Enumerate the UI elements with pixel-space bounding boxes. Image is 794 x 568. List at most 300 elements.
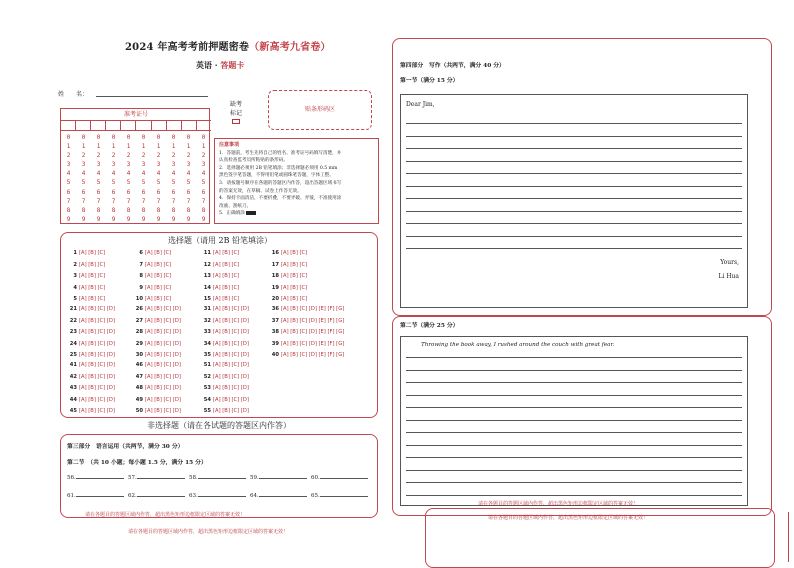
blank-line[interactable] bbox=[76, 496, 124, 497]
choice-question[interactable] bbox=[67, 273, 105, 279]
question-number: 22 bbox=[69, 317, 77, 324]
part3-warning: 请在各题目的答题区域内作答，超出黑色矩形边框限定区域的答案无效！ bbox=[85, 512, 246, 518]
answer-options[interactable]: [A] [B] [C] [D] bbox=[145, 352, 181, 358]
subtitle-tag: 答题卡 bbox=[220, 60, 245, 70]
choice-question[interactable] bbox=[133, 306, 181, 312]
choice-question[interactable] bbox=[269, 352, 344, 358]
choice-question[interactable] bbox=[269, 250, 307, 256]
answer-options[interactable]: [A] [B] [C] [D] bbox=[79, 352, 115, 358]
digit-bubble[interactable]: 5 bbox=[111, 179, 116, 187]
answer-options[interactable]: [A] [B] [C] [D] bbox=[213, 317, 249, 324]
choice-question[interactable] bbox=[133, 250, 171, 256]
digit-bubble[interactable]: 0 bbox=[126, 134, 131, 141]
blank-line[interactable] bbox=[198, 496, 246, 497]
choice-question[interactable] bbox=[67, 306, 115, 312]
answer-options[interactable]: [A] [B] [C] bbox=[79, 284, 106, 291]
writing-line[interactable] bbox=[406, 395, 742, 396]
answer-options[interactable]: [A] [B] [C] [D] [E] [F] [G] bbox=[281, 340, 345, 347]
digit-bubble[interactable]: 4 bbox=[66, 170, 71, 178]
question-number: 26 bbox=[135, 306, 143, 312]
digit-bubble[interactable]: 5 bbox=[201, 179, 206, 187]
answer-options[interactable]: [A] [B] [C] [D] bbox=[145, 385, 181, 391]
question-number: 2 bbox=[73, 261, 77, 268]
writing-line[interactable] bbox=[406, 432, 742, 433]
answer-options[interactable]: [A] [B] [C] [D] bbox=[145, 329, 181, 335]
digit-bubble[interactable]: 5 bbox=[156, 179, 161, 187]
answer-options[interactable]: [A] [B] [C] [D] bbox=[79, 373, 115, 380]
answer-options[interactable]: [A] [B] [C] bbox=[281, 261, 308, 268]
digit-bubble[interactable]: 0 bbox=[81, 134, 86, 141]
digit-bubble[interactable]: 0 bbox=[141, 134, 146, 141]
essay-2-area[interactable] bbox=[400, 336, 748, 506]
blank-answer[interactable] bbox=[311, 475, 368, 481]
choice-question[interactable] bbox=[133, 285, 171, 291]
choice-question[interactable] bbox=[201, 262, 239, 268]
digit-column[interactable] bbox=[196, 133, 211, 224]
digit-bubble[interactable]: 1 bbox=[111, 143, 116, 151]
closing: Yours, bbox=[720, 259, 739, 266]
question-number: 55 bbox=[203, 408, 211, 414]
blank-answer[interactable] bbox=[189, 475, 246, 481]
digit-bubble[interactable]: 5 bbox=[126, 179, 131, 187]
digit-bubble[interactable]: 0 bbox=[66, 134, 71, 141]
digit-bubble[interactable]: 1 bbox=[171, 143, 176, 151]
writing-line[interactable] bbox=[406, 236, 742, 237]
digit-bubble[interactable]: 3 bbox=[81, 161, 86, 169]
blank-number: 56. bbox=[67, 475, 76, 481]
answer-options[interactable]: [A] [B] [C] [D] bbox=[79, 396, 115, 403]
digit-bubble[interactable]: 4 bbox=[111, 170, 116, 178]
writing-line[interactable] bbox=[406, 420, 742, 421]
choice-question[interactable] bbox=[269, 306, 344, 312]
digit-bubble[interactable]: 3 bbox=[171, 161, 176, 169]
digit-bubble[interactable]: 5 bbox=[141, 179, 146, 187]
digit-bubble[interactable]: 8 bbox=[126, 206, 131, 214]
digit-bubble[interactable]: 4 bbox=[186, 170, 191, 178]
writing-line[interactable] bbox=[406, 357, 742, 358]
answer-options[interactable]: [A] [B] [C] bbox=[79, 296, 106, 302]
digit-bubble[interactable]: 6 bbox=[81, 188, 86, 196]
answer-options[interactable]: [A] [B] [C] bbox=[213, 261, 240, 268]
choice-question[interactable] bbox=[269, 318, 344, 324]
choice-question[interactable] bbox=[269, 262, 307, 268]
blank-answer[interactable] bbox=[128, 493, 185, 499]
choice-question[interactable] bbox=[133, 385, 181, 391]
writing-line[interactable] bbox=[406, 457, 742, 458]
answer-options[interactable]: [A] [B] [C] [D] bbox=[145, 408, 181, 414]
answer-options[interactable]: [A] [B] [C] [D] bbox=[145, 373, 181, 380]
answer-options[interactable]: [A] [B] [C] bbox=[145, 250, 172, 256]
absent-mark[interactable] bbox=[230, 100, 242, 127]
digit-bubble[interactable]: 7 bbox=[126, 197, 131, 205]
digit-bubble[interactable]: 1 bbox=[156, 143, 161, 151]
blank-answer[interactable] bbox=[128, 475, 185, 481]
blank-answer[interactable] bbox=[250, 493, 307, 499]
salutation: Dear Jim, bbox=[406, 101, 435, 108]
digit-column[interactable] bbox=[136, 133, 151, 224]
answer-options[interactable]: [A] [B] [C] bbox=[281, 284, 308, 291]
choice-question[interactable] bbox=[201, 352, 249, 358]
digit-bubble[interactable]: 4 bbox=[96, 170, 101, 178]
digit-bubble[interactable]: 3 bbox=[126, 161, 131, 169]
digit-bubble[interactable]: 9 bbox=[201, 215, 206, 223]
question-number: 29 bbox=[135, 340, 143, 347]
choice-question[interactable] bbox=[269, 285, 307, 291]
answer-options[interactable]: [A] [B] [C] [D] bbox=[213, 408, 249, 414]
blank-number: 63. bbox=[189, 493, 198, 499]
part3-box bbox=[60, 434, 378, 518]
writing-line[interactable] bbox=[406, 198, 742, 199]
digit-bubble[interactable]: 7 bbox=[201, 197, 206, 205]
digit-bubble[interactable]: 2 bbox=[66, 152, 71, 160]
choice-question[interactable] bbox=[67, 385, 115, 391]
writing-line[interactable] bbox=[406, 248, 742, 249]
digit-bubble[interactable]: 8 bbox=[156, 206, 161, 214]
digit-bubble[interactable]: 8 bbox=[186, 206, 191, 214]
choice-question[interactable] bbox=[133, 318, 181, 324]
question-number: 38 bbox=[271, 329, 279, 335]
choice-question[interactable] bbox=[201, 385, 249, 391]
answer-options[interactable]: [A] [B] [C] [D] [E] [F] [G] bbox=[281, 329, 345, 335]
choice-question[interactable] bbox=[201, 273, 239, 279]
digit-bubble[interactable]: 9 bbox=[126, 215, 131, 223]
digit-bubble[interactable]: 0 bbox=[201, 134, 206, 141]
blank-line[interactable] bbox=[137, 478, 185, 479]
digit-bubble[interactable]: 8 bbox=[111, 206, 116, 214]
digit-column[interactable] bbox=[151, 133, 166, 224]
digit-bubble[interactable]: 4 bbox=[156, 170, 161, 178]
choice-question[interactable] bbox=[201, 397, 249, 403]
exam-number-label: 准考证号 bbox=[61, 109, 211, 121]
choice-question[interactable] bbox=[67, 262, 105, 268]
answer-options[interactable]: [A] [B] [C] [D] bbox=[79, 362, 115, 368]
question-number: 42 bbox=[69, 373, 77, 380]
absent-checkbox[interactable] bbox=[232, 119, 240, 124]
blank-answer[interactable] bbox=[67, 475, 124, 481]
answer-options[interactable]: [A] [B] [C] [D] [E] [F] [G] bbox=[281, 306, 345, 312]
essay-1-area[interactable] bbox=[400, 94, 748, 308]
digit-bubble[interactable]: 3 bbox=[186, 161, 191, 169]
title-tag: （新高考九省卷） bbox=[249, 42, 331, 53]
answer-options[interactable]: [A] [B] [C] bbox=[145, 261, 172, 268]
answer-options[interactable]: [A] [B] [C] bbox=[79, 273, 106, 279]
blank-line[interactable] bbox=[198, 478, 246, 479]
digit-bubble[interactable]: 8 bbox=[81, 206, 86, 214]
blank-line[interactable] bbox=[320, 478, 368, 479]
blank-answer[interactable] bbox=[189, 493, 246, 499]
writing-line[interactable] bbox=[406, 161, 742, 162]
digit-bubble[interactable]: 9 bbox=[186, 215, 191, 223]
digit-bubble[interactable]: 2 bbox=[171, 152, 176, 160]
digit-bubble[interactable]: 1 bbox=[201, 143, 206, 151]
blank-answer[interactable] bbox=[250, 475, 307, 481]
digit-bubble[interactable]: 1 bbox=[126, 143, 131, 151]
question-number: 36 bbox=[271, 306, 279, 312]
writing-line[interactable] bbox=[406, 382, 742, 383]
answer-options[interactable]: [A] [B] [C] bbox=[213, 284, 240, 291]
digit-bubble[interactable]: 5 bbox=[171, 179, 176, 187]
digit-column[interactable] bbox=[181, 133, 196, 224]
answer-options[interactable]: [A] [B] [C] [D] bbox=[79, 385, 115, 391]
answer-options[interactable]: [A] [B] [C] [D] bbox=[79, 317, 115, 324]
answer-options[interactable]: [A] [B] [C] bbox=[79, 261, 106, 268]
digit-bubble[interactable]: 5 bbox=[66, 179, 71, 187]
digit-bubble[interactable]: 2 bbox=[81, 152, 86, 160]
answer-options[interactable]: [A] [B] [C] bbox=[145, 284, 172, 291]
choice-question[interactable] bbox=[201, 374, 249, 380]
choice-question[interactable] bbox=[201, 296, 239, 302]
choice-question[interactable] bbox=[67, 250, 105, 256]
digit-bubble[interactable]: 6 bbox=[111, 188, 116, 196]
answer-options[interactable]: [A] [B] [C] bbox=[213, 250, 240, 256]
digit-column[interactable] bbox=[76, 133, 91, 224]
digit-column[interactable] bbox=[106, 133, 121, 224]
digit-bubble[interactable]: 0 bbox=[111, 134, 116, 141]
digit-bubble[interactable]: 9 bbox=[81, 215, 86, 223]
blank-line[interactable] bbox=[76, 478, 124, 479]
answer-options[interactable]: [A] [B] [C] [D] bbox=[213, 340, 249, 347]
choice-question[interactable] bbox=[67, 397, 115, 403]
notes-line: 2．选择题必须用 2B 铅笔填涂；非选择题必须用 0.5 mm bbox=[219, 165, 338, 171]
choice-question[interactable] bbox=[67, 318, 115, 324]
digit-bubble[interactable]: 4 bbox=[81, 170, 86, 178]
answer-options[interactable]: [A] [B] [C] [D] bbox=[213, 329, 249, 335]
choice-question[interactable] bbox=[201, 318, 249, 324]
digit-column[interactable] bbox=[121, 133, 136, 224]
digit-bubble[interactable]: 3 bbox=[66, 161, 71, 169]
digit-bubble[interactable]: 3 bbox=[141, 161, 146, 169]
digit-bubble[interactable]: 4 bbox=[201, 170, 206, 178]
exam-number-cells[interactable] bbox=[61, 121, 211, 131]
choice-question[interactable] bbox=[133, 362, 181, 368]
answer-options[interactable]: [A] [B] [C] [D] bbox=[145, 317, 181, 324]
digit-bubble[interactable]: 7 bbox=[111, 197, 116, 205]
choice-question[interactable] bbox=[67, 408, 115, 414]
digit-bubble[interactable]: 7 bbox=[81, 197, 86, 205]
answer-options[interactable]: [A] [B] [C] bbox=[213, 273, 240, 279]
digit-bubble[interactable]: 5 bbox=[96, 179, 101, 187]
choice-question[interactable] bbox=[201, 306, 249, 312]
answer-options[interactable]: [A] [B] [C] [D] bbox=[145, 362, 181, 368]
blank-line[interactable] bbox=[259, 496, 307, 497]
digit-bubble[interactable]: 6 bbox=[156, 188, 161, 196]
blank-line[interactable] bbox=[320, 496, 368, 497]
choice-question[interactable] bbox=[133, 341, 181, 347]
section1-heading: 第一节（满分 15 分） bbox=[400, 78, 459, 84]
answer-options[interactable]: [A] [B] [C] [D] bbox=[213, 362, 249, 368]
digit-bubble[interactable]: 7 bbox=[141, 197, 146, 205]
writing-line[interactable] bbox=[406, 482, 742, 483]
digit-bubble[interactable]: 9 bbox=[96, 215, 101, 223]
answer-options[interactable]: [A] [B] [C] bbox=[145, 296, 172, 302]
question-number: 15 bbox=[203, 296, 211, 302]
digit-bubble[interactable]: 8 bbox=[201, 206, 206, 214]
digit-bubble[interactable]: 8 bbox=[141, 206, 146, 214]
digit-bubble[interactable]: 2 bbox=[111, 152, 116, 160]
choice-question[interactable] bbox=[201, 250, 239, 256]
answer-options[interactable]: [A] [B] [C] bbox=[145, 273, 172, 279]
question-number: 32 bbox=[203, 317, 211, 324]
answer-options[interactable]: [A] [B] [C] [D] bbox=[213, 373, 249, 380]
choice-question[interactable] bbox=[269, 341, 344, 347]
choice-question[interactable] bbox=[133, 329, 181, 335]
choice-question[interactable] bbox=[133, 408, 181, 414]
blank-answer[interactable] bbox=[311, 493, 368, 499]
choice-question[interactable] bbox=[133, 262, 171, 268]
choice-question[interactable] bbox=[201, 362, 249, 368]
bottom-warning: 请在各题目的答题区域内作答，超出黑色矩形边框限定区域的答案无效！ bbox=[128, 529, 289, 535]
answer-options[interactable]: [A] [B] [C] [D] bbox=[145, 306, 181, 312]
digit-bubble[interactable]: 2 bbox=[201, 152, 206, 160]
digit-bubble[interactable]: 2 bbox=[186, 152, 191, 160]
digit-bubble[interactable]: 6 bbox=[141, 188, 146, 196]
writing-line[interactable] bbox=[406, 495, 742, 496]
digit-bubble[interactable]: 6 bbox=[186, 188, 191, 196]
digit-bubble[interactable]: 0 bbox=[96, 134, 101, 141]
notes-box bbox=[214, 138, 379, 224]
writing-line[interactable] bbox=[406, 123, 742, 124]
digit-bubble[interactable]: 4 bbox=[126, 170, 131, 178]
answer-options[interactable]: [A] [B] [C] bbox=[213, 296, 240, 302]
digit-bubble[interactable]: 3 bbox=[156, 161, 161, 169]
choice-question[interactable] bbox=[133, 273, 171, 279]
writing-line[interactable] bbox=[406, 186, 742, 187]
question-number: 31 bbox=[203, 306, 211, 312]
digit-bubble[interactable]: 6 bbox=[201, 188, 206, 196]
choice-question[interactable] bbox=[201, 408, 249, 414]
digit-bubble[interactable]: 7 bbox=[96, 197, 101, 205]
digit-bubble[interactable]: 3 bbox=[96, 161, 101, 169]
digit-bubble[interactable]: 3 bbox=[111, 161, 116, 169]
writing-line[interactable] bbox=[406, 211, 742, 212]
question-number: 13 bbox=[203, 273, 211, 279]
digit-bubble[interactable]: 9 bbox=[171, 215, 176, 223]
writing-line[interactable] bbox=[406, 173, 742, 174]
digit-bubble[interactable]: 3 bbox=[201, 161, 206, 169]
answer-options[interactable]: [A] [B] [C] [D] bbox=[213, 306, 249, 312]
choice-question[interactable] bbox=[133, 352, 181, 358]
digit-bubble[interactable]: 0 bbox=[171, 134, 176, 141]
digit-bubble[interactable]: 1 bbox=[66, 143, 71, 151]
digit-bubble[interactable]: 0 bbox=[156, 134, 161, 141]
answer-options[interactable]: [A] [B] [C] [D] bbox=[213, 396, 249, 403]
writing-line[interactable] bbox=[406, 370, 742, 371]
answer-options[interactable]: [A] [B] [C] [D] bbox=[79, 408, 115, 414]
question-number: 54 bbox=[203, 396, 211, 403]
digit-bubble[interactable]: 8 bbox=[96, 206, 101, 214]
choice-question[interactable] bbox=[67, 352, 115, 358]
answer-options[interactable]: [A] [B] [C] bbox=[281, 273, 308, 279]
digit-bubble[interactable]: 2 bbox=[141, 152, 146, 160]
answer-options[interactable]: [A] [B] [C] [D] bbox=[213, 385, 249, 391]
writing-line[interactable] bbox=[406, 470, 742, 471]
digit-column[interactable] bbox=[166, 133, 181, 224]
digit-bubble[interactable]: 2 bbox=[126, 152, 131, 160]
digit-bubble[interactable]: 9 bbox=[141, 215, 146, 223]
choice-question[interactable] bbox=[67, 362, 115, 368]
digit-bubble[interactable]: 6 bbox=[66, 188, 71, 196]
writing-line[interactable] bbox=[406, 445, 742, 446]
answer-options[interactable]: [A] [B] [C] [D] [E] [F] [G] bbox=[281, 352, 345, 358]
choice-question[interactable] bbox=[269, 296, 307, 302]
exam-number-grid[interactable] bbox=[60, 108, 210, 224]
digit-bubble[interactable]: 7 bbox=[186, 197, 191, 205]
answer-options[interactable]: [A] [B] [C] bbox=[79, 250, 106, 256]
choice-question[interactable] bbox=[67, 329, 115, 335]
choice-question[interactable] bbox=[67, 296, 105, 302]
digit-bubble[interactable]: 2 bbox=[96, 152, 101, 160]
choice-question[interactable] bbox=[133, 296, 171, 302]
answer-options[interactable]: [A] [B] [C] [D] bbox=[79, 306, 115, 312]
digit-bubble[interactable]: 1 bbox=[141, 143, 146, 151]
digit-bubble[interactable]: 7 bbox=[156, 197, 161, 205]
choice-question[interactable] bbox=[133, 374, 181, 380]
digit-bubble[interactable]: 4 bbox=[171, 170, 176, 178]
answer-options[interactable]: [A] [B] [C] [D] [E] [F] [G] bbox=[281, 317, 345, 324]
choice-question[interactable] bbox=[269, 273, 307, 279]
digit-bubble[interactable]: 7 bbox=[171, 197, 176, 205]
answer-options[interactable]: [A] [B] [C] [D] bbox=[145, 340, 181, 347]
digit-column[interactable] bbox=[61, 133, 76, 224]
name-field[interactable] bbox=[96, 96, 208, 97]
digit-bubble[interactable]: 1 bbox=[96, 143, 101, 151]
answer-options[interactable]: [A] [B] [C] bbox=[281, 296, 308, 302]
exam-number-bubbles[interactable] bbox=[61, 133, 211, 224]
writing-line[interactable] bbox=[406, 148, 742, 149]
notes-line: 3．请按题号顺序在各题的答题区内作答，超出答题区域书写 bbox=[219, 180, 342, 186]
writing-line[interactable] bbox=[406, 407, 742, 408]
blank-line[interactable] bbox=[137, 496, 185, 497]
writing-line[interactable] bbox=[406, 223, 742, 224]
choice-question[interactable] bbox=[201, 329, 249, 335]
choice-question[interactable] bbox=[201, 285, 239, 291]
digit-bubble[interactable]: 1 bbox=[186, 143, 191, 151]
choice-question[interactable] bbox=[67, 341, 115, 347]
choice-question[interactable] bbox=[133, 397, 181, 403]
digit-bubble[interactable]: 1 bbox=[81, 143, 86, 151]
digit-bubble[interactable]: 2 bbox=[156, 152, 161, 160]
digit-column[interactable] bbox=[91, 133, 106, 224]
choice-question[interactable] bbox=[201, 341, 249, 347]
choice-question[interactable] bbox=[67, 374, 115, 380]
answer-options[interactable]: [A] [B] [C] [D] bbox=[79, 329, 115, 335]
answer-options[interactable]: [A] [B] [C] bbox=[281, 250, 308, 256]
blank-answer[interactable] bbox=[67, 493, 124, 499]
digit-bubble[interactable]: 5 bbox=[81, 179, 86, 187]
digit-bubble[interactable]: 8 bbox=[171, 206, 176, 214]
digit-bubble[interactable]: 9 bbox=[156, 215, 161, 223]
part3-section2-heading: 第二节 （共 10 小题；每小题 1.5 分，满分 15 分） bbox=[67, 460, 207, 466]
choice-question[interactable] bbox=[67, 285, 105, 291]
digit-bubble[interactable]: 9 bbox=[66, 215, 71, 223]
digit-bubble[interactable]: 8 bbox=[66, 206, 71, 214]
question-number: 41 bbox=[69, 362, 77, 368]
digit-bubble[interactable]: 5 bbox=[186, 179, 191, 187]
digit-bubble[interactable]: 9 bbox=[111, 215, 116, 223]
blank-line[interactable] bbox=[259, 478, 307, 479]
answer-options[interactable]: [A] [B] [C] [D] bbox=[145, 396, 181, 403]
digit-bubble[interactable]: 0 bbox=[186, 134, 191, 141]
writing-line[interactable] bbox=[406, 136, 742, 137]
choice-question[interactable] bbox=[269, 329, 344, 335]
digit-bubble[interactable]: 6 bbox=[126, 188, 131, 196]
digit-bubble[interactable]: 6 bbox=[171, 188, 176, 196]
digit-bubble[interactable]: 7 bbox=[66, 197, 71, 205]
digit-bubble[interactable]: 4 bbox=[141, 170, 146, 178]
answer-options[interactable]: [A] [B] [C] [D] bbox=[79, 340, 115, 347]
digit-bubble[interactable]: 6 bbox=[96, 188, 101, 196]
answer-options[interactable]: [A] [B] [C] [D] bbox=[213, 352, 249, 358]
